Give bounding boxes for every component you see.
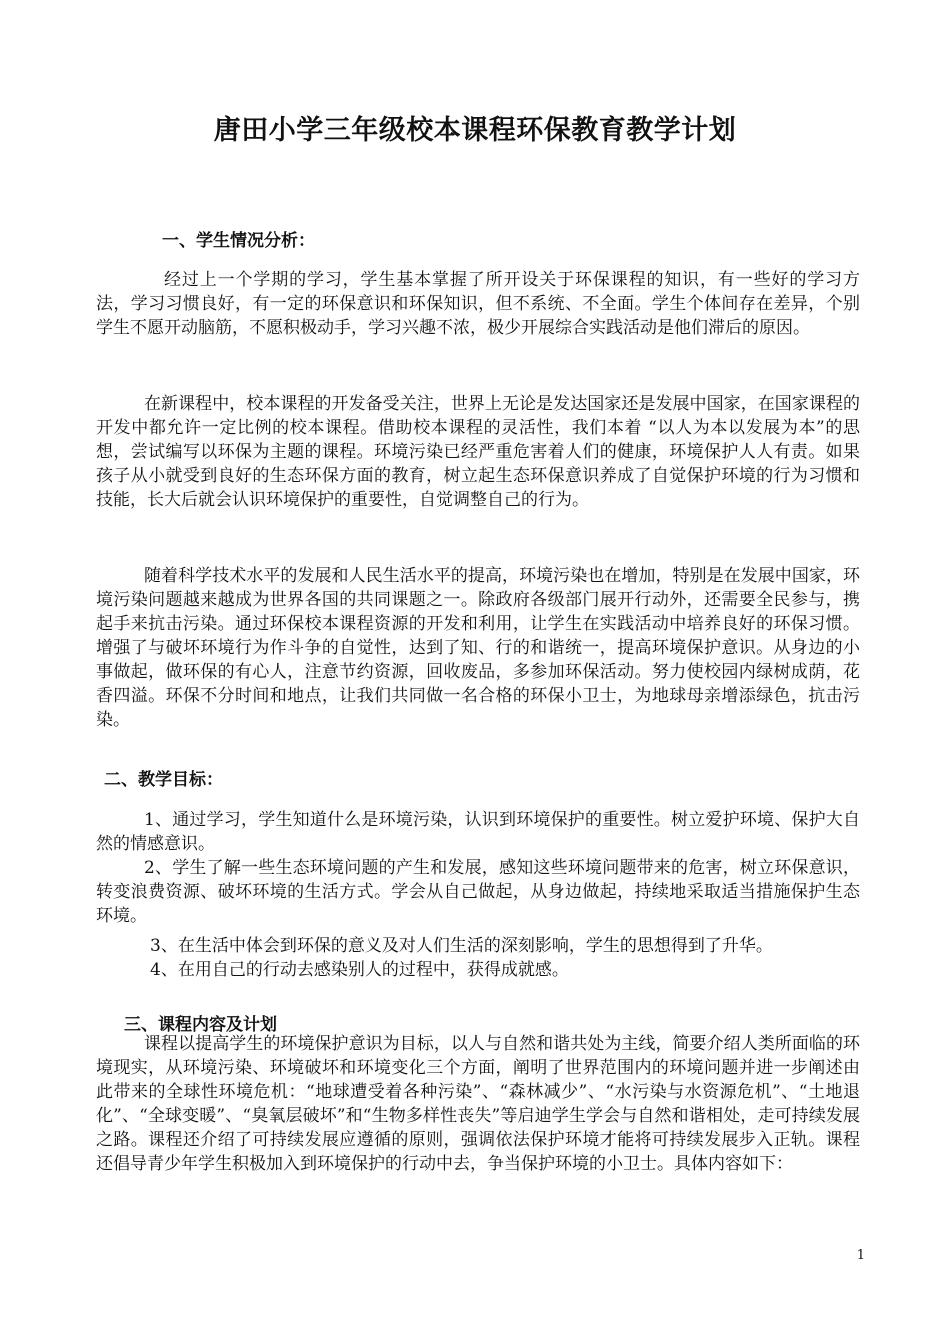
goal-item-2: 2、学生了解一些生态环境问题的产生和发展，感知这些环境问题带来的危害，树立环保意识，转变浪费资源、破坏环境的生活方式。学会从自己做起，从身边做起，持续地采取适当措施保护生态环境。 (96, 858, 860, 926)
goal-item-1: 1、通过学习，学生知道什么是环境污染，认识到环境保护的重要性。树立爱护环境、保护大自然的情感意识。 (96, 810, 860, 854)
goal-item-4: 4、在用自己的行动去感染别人的过程中，获得成就感。 (150, 960, 569, 980)
page-number: 1 (856, 1248, 865, 1263)
paragraph-course-content: 课程以提高学生的环境保护意识为目标，以人与自然和谐共处为主线，简要介绍人类所面临的环境现实，从环境污染、环境破坏和环境变化三个方面，阐明了世界范围内的环境问题并进一步阐述由此带来的全球性环境危机：“地球遭受着各种污染”、“森林减少”、“水污染与水资源危机”、“土地退化”、“全球变暖”、“臭氧层破坏”和“生物多样性丧失”等启迪学生学会与自然和谐相处，走可持续发展之路。课程还介绍了可持续发展应遵循的原则，强调依法保护环境才能将可持续发展步入正轨。课程还倡导青少年学生积极加入到环境保护的行动中去，争当保护环境的小卫士。具体内容如下： (96, 1034, 860, 1174)
paragraph-environmental-pollution: 随着科学技术水平的发展和人民生活水平的提高，环境污染也在增加，特别是在发展中国家，环境污染问题越来越成为世界各国的共同课题之一。除政府各级部门展开行动外，还需要全民参与，携起手来抗击污染。通过环保校本课程资源的开发和利用，让学生在实践活动中培养良好的环保习惯。增强了与破坏环境行为作斗争的自觉性，达到了知、行的和谐统一，提高环境保护意识。从身边的小事做起，做环保的有心人，注意节约资源，回收废品，多参加环保活动。努力使校园内绿树成荫，花香四溢。环保不分时间和地点，让我们共同做一名合格的环保小卫士，为地球母亲增添绿色，抗击污染。 (96, 566, 860, 730)
paragraph-student-analysis: 经过上一个学期的学习，学生基本掌握了所开设关于环保课程的知识，有一些好的学习方法，学习习惯良好，有一定的环保意识和环保知识，但不系统、不全面。学生个体间存在差异，个别学生不愿开动脑筋，不愿积极动手，学习兴趣不浓，极少开展综合实践活动是他们滞后的原因。 (96, 270, 860, 338)
section-heading-student-analysis: 一、学生情况分析： (162, 231, 315, 251)
document-title: 唐田小学三年级校本课程环保教育教学计划 (213, 115, 737, 146)
paragraph-new-curriculum: 在新课程中，校本课程的开发备受关注，世界上无论是发达国家还是发展中国家，在国家课程的开发中都允许一定比例的校本课程。借助校本课程的灵活性，我们本着 “以人为本以发展为本”的思想，尝试编写以环保为主题的课程。环境污染已经严重危害着人们的健康，环境保护人人有责。如果孩子从小就受到良好的生态环保方面的教育，树立起生态环保意识养成了自觉保护环境的行为习惯和技能，长大后就会认识环境保护的重要性，自觉调整自己的行为。 (96, 394, 860, 510)
goal-item-3: 3、在生活中体会到环保的意义及对人们生活的深刻影响，学生的思想得到了升华。 (150, 936, 773, 956)
section-heading-course-content: 三、课程内容及计划 (124, 1015, 277, 1035)
section-heading-teaching-goals: 二、教学目标： (104, 770, 223, 790)
